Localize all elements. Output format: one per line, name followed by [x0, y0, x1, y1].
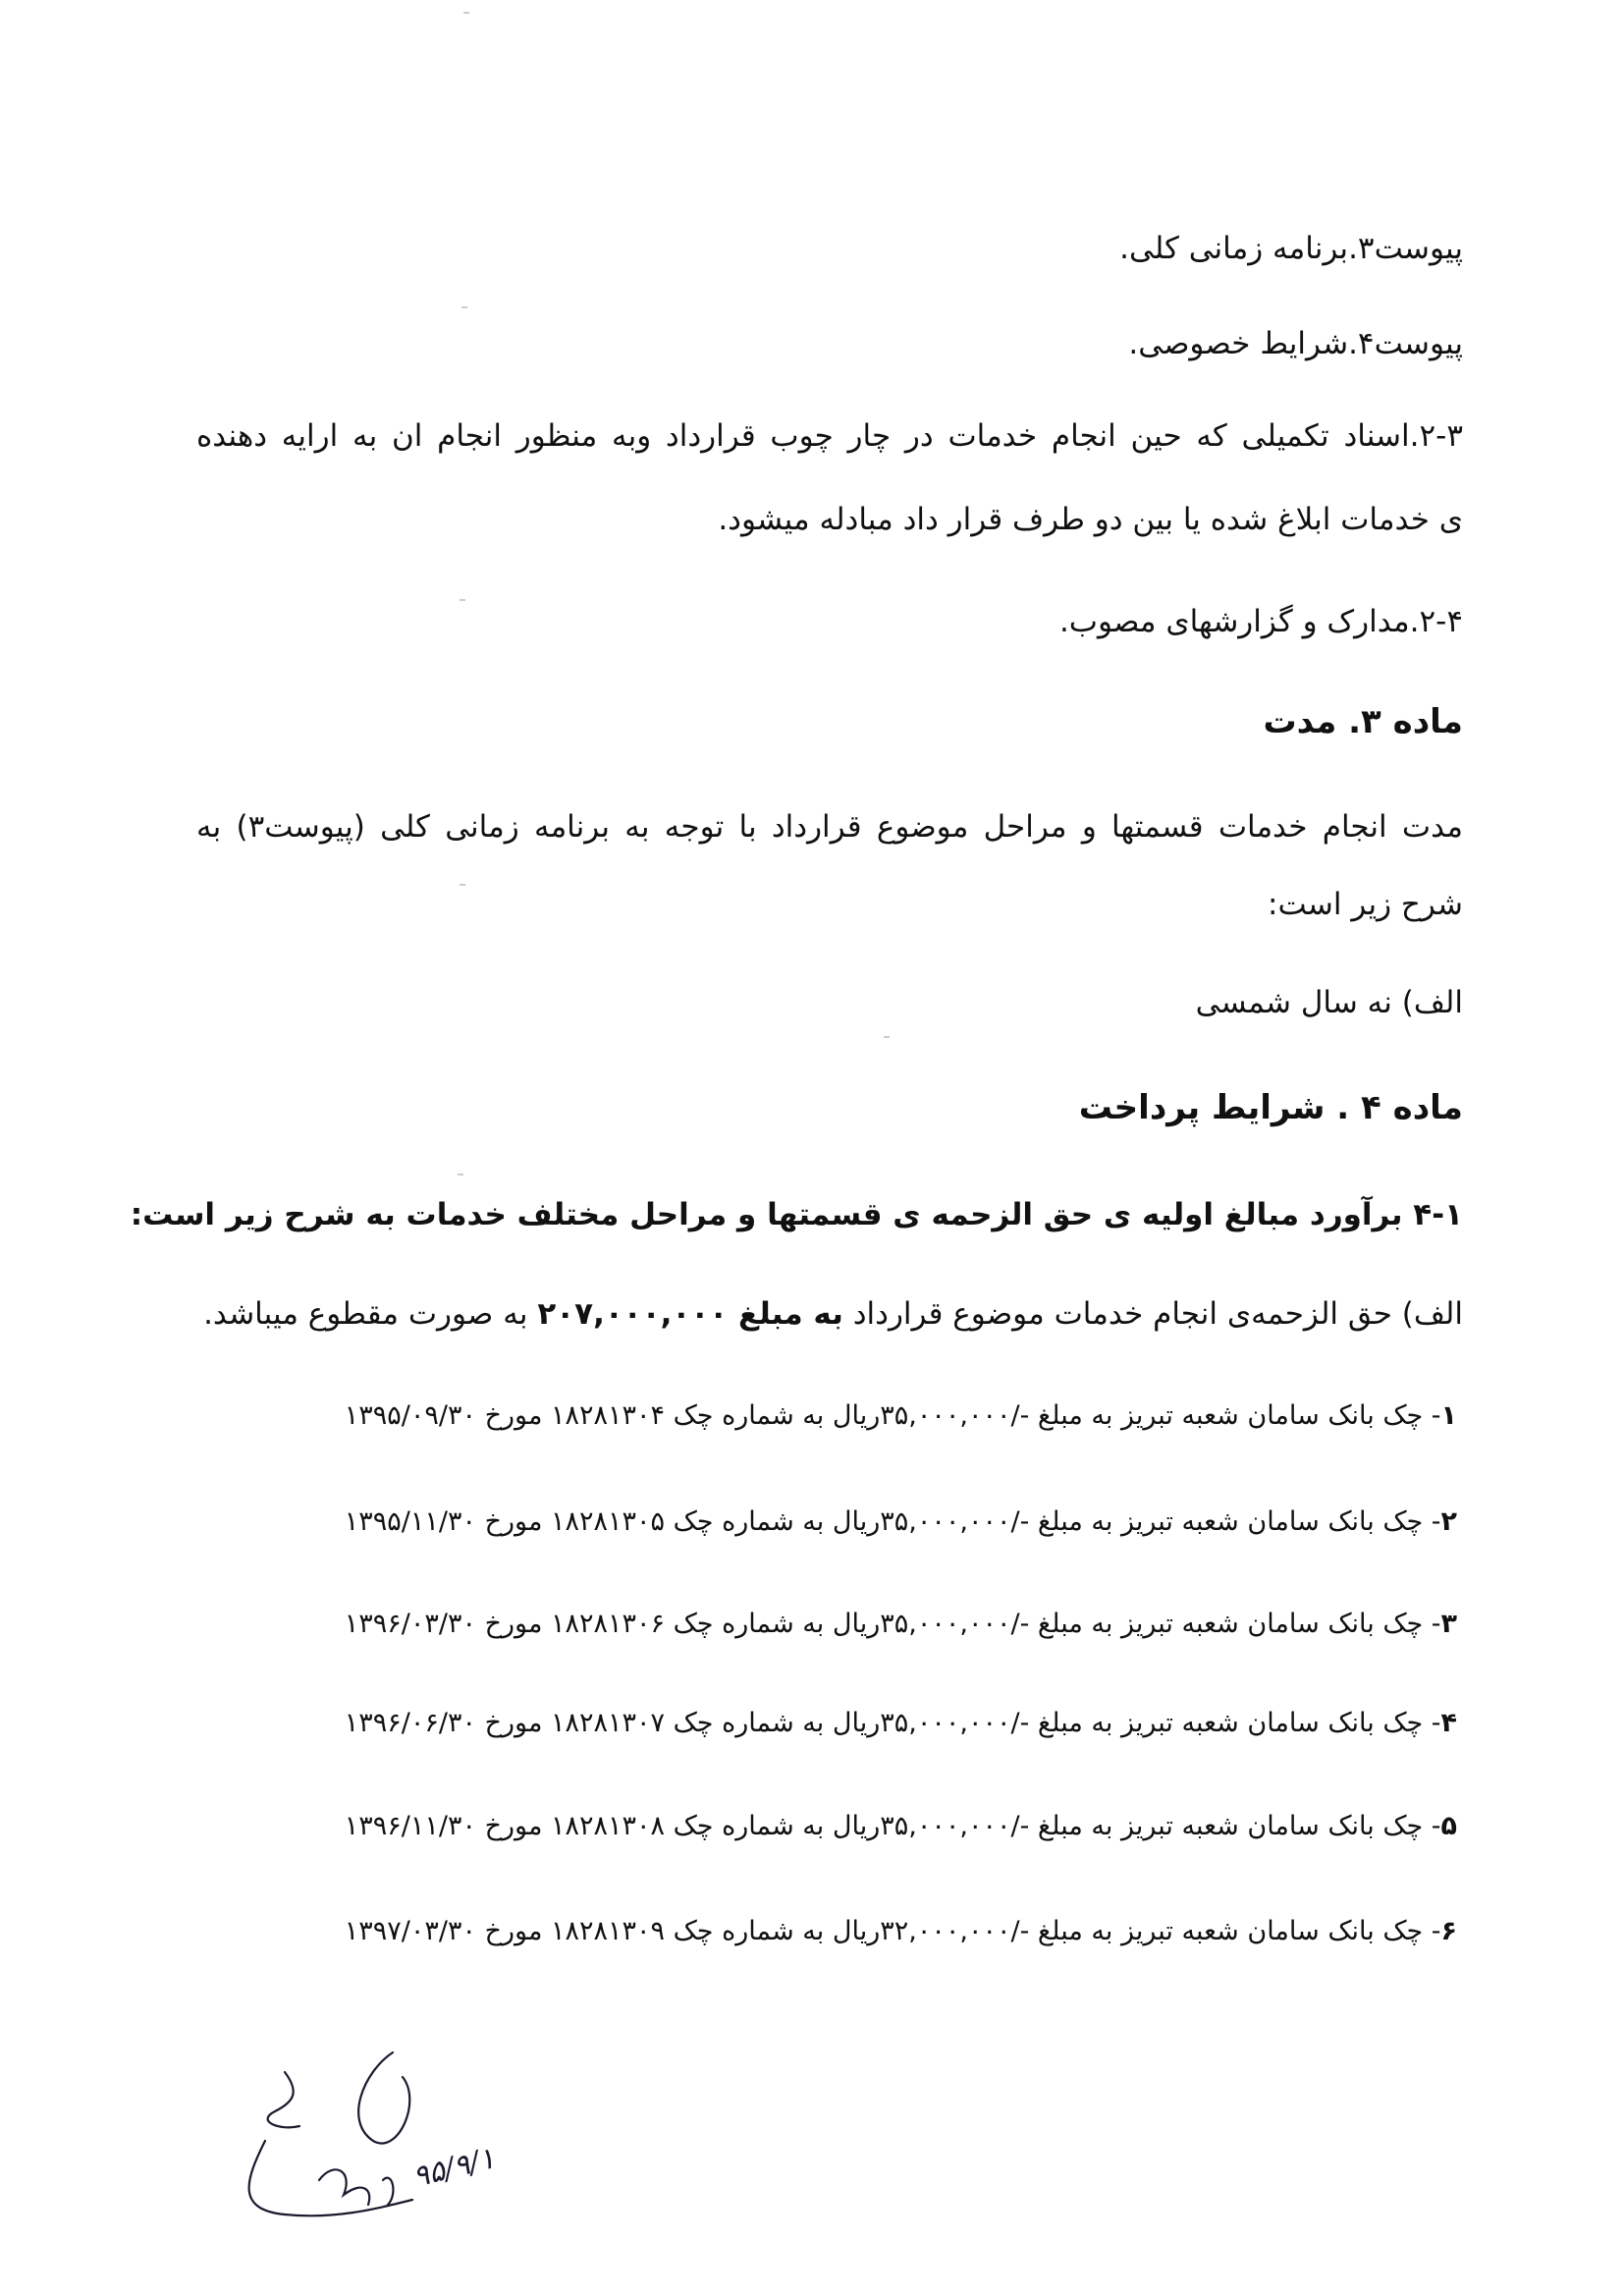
cheque-number: ۵: [1440, 1811, 1457, 1841]
scan-speck: [884, 1036, 890, 1038]
article-3-line-1: مدت انجام خدمات قسمتها و مراحل موضوع قرارداد با توجه به برنامه زمانی کلی (پیوست۳) به: [196, 809, 1463, 845]
cheque-item: [345, 1605, 1457, 1644]
signature-date: ۹۵/۹/۱: [409, 2141, 499, 2195]
cheque-number: ۶: [1440, 1916, 1457, 1946]
cheque-item: [345, 1503, 1457, 1542]
fee-prefix: الف) حق الزحمه‌ی انجام خدمات موضوع قرارداد: [842, 1296, 1463, 1332]
cheque-number: ۳: [1440, 1609, 1457, 1639]
cheque-number: ۴: [1440, 1708, 1457, 1738]
signature-icon: [226, 2033, 540, 2249]
cheque-text: - چک بانک سامان شعبه تبریز به مبلغ -/۳۵,۰۰۰,۰۰۰ریال به شماره چک ۱۸۲۸۱۳۰۶ مورخ ۱۳۹۶/۰۳/۳۰: [344, 1609, 1441, 1639]
cheque-text: - چک بانک سامان شعبه تبریز به مبلغ -/۳۵,۰۰۰,۰۰۰ریال به شماره چک ۱۸۲۸۱۳۰۵ مورخ ۱۳۹۵/۱۱/۳۰: [344, 1506, 1441, 1537]
cheque-text: - چک بانک سامان شعبه تبریز به مبلغ -/۳۵,۰۰۰,۰۰۰ریال به شماره چک ۱۸۲۸۱۳۰۸ مورخ ۱۳۹۶/۱۱/۳۰: [344, 1811, 1441, 1841]
cheque-item: [345, 1396, 1457, 1436]
cheque-text: - چک بانک سامان شعبه تبریز به مبلغ -/۳۵,۰۰۰,۰۰۰ریال به شماره چک ۱۸۲۸۱۳۰۴ مورخ ۱۳۹۵/۰۹/۳۰: [344, 1400, 1441, 1431]
clause-2-3-line-1: ۲-۳.اسناد تکمیلی که حین انجام خدمات در چار چوب قرارداد وبه منظور انجام ان به ارایه دهنده: [196, 418, 1463, 454]
scan-speck: [460, 599, 465, 601]
annex-3: پیوست۳.برنامه زمانی کلی.: [1119, 231, 1463, 266]
fee-amount: به مبلغ ۲۰۷,۰۰۰,۰۰۰: [537, 1296, 843, 1332]
clause-2-3-line-2: ی خدمات ابلاغ شده یا بین دو طرف قرار داد مبادله میشود.: [718, 502, 1463, 537]
cheque-item: [345, 1807, 1457, 1846]
article-3-heading: ماده ۳. مدت: [1263, 702, 1463, 741]
fee-statement: [203, 1294, 1463, 1334]
cheque-number: ۲: [1440, 1506, 1457, 1537]
cheque-item: [345, 1704, 1457, 1743]
clause-2-4: ۲-۴.مدارک و گزارشهای مصوب.: [1058, 604, 1463, 639]
scan-speck: [458, 1174, 463, 1175]
fee-suffix: به صورت مقطوع میباشد.: [203, 1296, 538, 1332]
cheque-text: - چک بانک سامان شعبه تبریز به مبلغ -/۳۵,۰۰۰,۰۰۰ریال به شماره چک ۱۸۲۸۱۳۰۷ مورخ ۱۳۹۶/۰۶/۳۰: [344, 1708, 1441, 1738]
article-3-line-2: شرح زیر است:: [1268, 887, 1463, 922]
cheque-number: ۱: [1440, 1400, 1457, 1431]
cheque-text: - چک بانک سامان شعبه تبریز به مبلغ -/۳۲,۰۰۰,۰۰۰ریال به شماره چک ۱۸۲۸۱۳۰۹ مورخ ۱۳۹۷/۰۳/۳۰: [344, 1916, 1441, 1946]
cheque-item: [345, 1912, 1457, 1951]
scan-speck: [461, 306, 467, 308]
clause-4-1: ۴-۱ برآورد مبالغ اولیه ی حق الزحمه ی قسمتها و مراحل مختلف خدمات به شرح زیر است:: [130, 1197, 1463, 1232]
article-4-heading: ماده ۴ . شرایط پرداخت: [1078, 1088, 1463, 1127]
annex-4: پیوست۴.شرایط خصوصی.: [1128, 326, 1463, 361]
scan-speck: [460, 884, 465, 886]
article-3-item-a: الف) نه سال شمسی: [1195, 985, 1463, 1020]
scan-speck: [463, 12, 469, 14]
